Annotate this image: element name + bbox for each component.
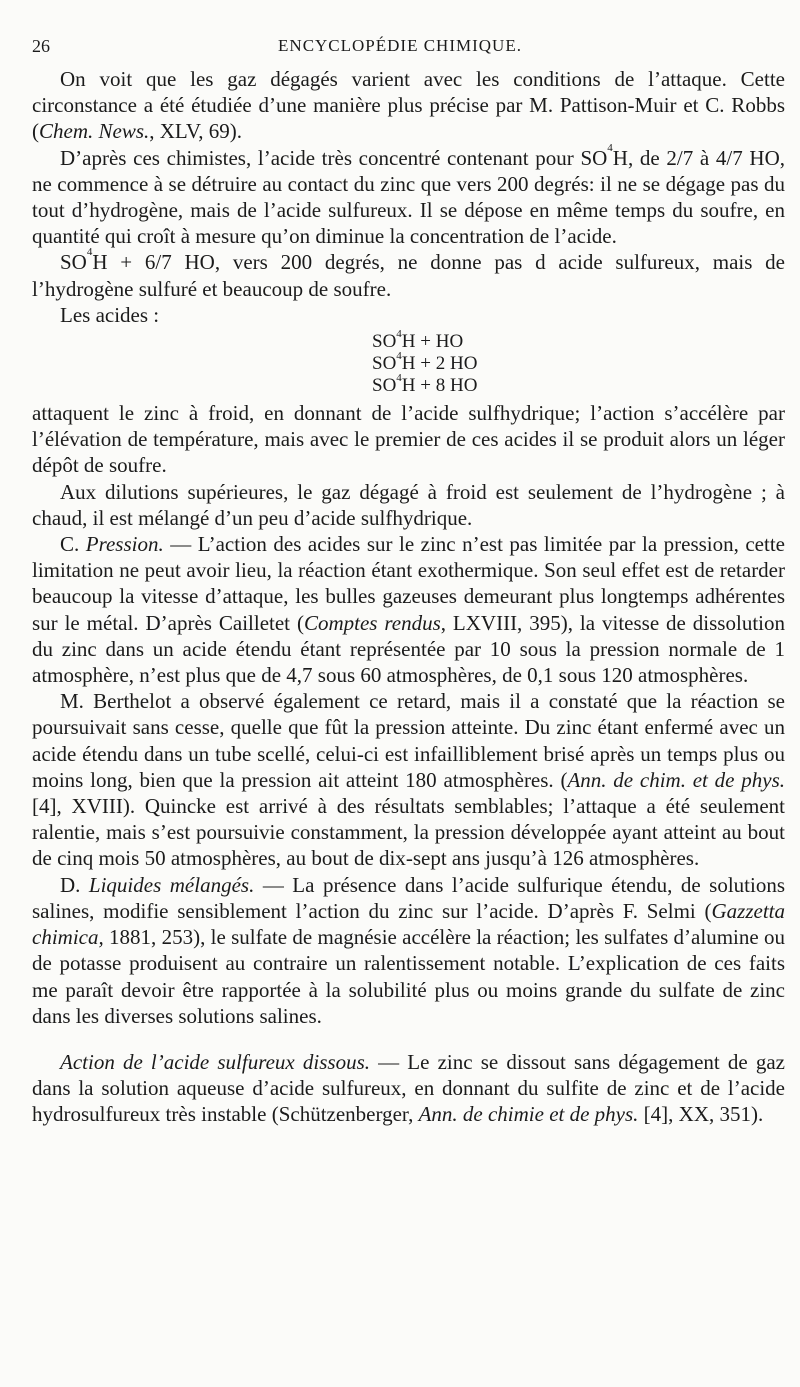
paragraph-spacer [32,1029,785,1049]
formula-list [372,328,785,397]
page-header [32,36,768,58]
citation: Ann. de chimie et de phys. [418,1102,639,1127]
citation: Gazzetta chimica, [32,898,785,950]
section-title: Pression. [85,532,164,557]
paragraph: $SO^4H + 6/7$ HO, vers 200 degrés, ne donne pas d acide sulfureux, mais de l’hydrogène sulfuré et beaucoup de soufre. [32,246,785,301]
paragraph: D’après ces chimistes, l’acide très concentré contenant pour $SO^4H$, de 2/7 à 4/7 HO, ne commence à se détruire au contact du zinc que vers 200 degrés: il ne se dégage pas du tout d’hydrogène, mais de l’acide sulfureux. Il se dépose en même temps du soufre, en quantité qui croît à mesure qu’on diminue la concentration de l’acide. [32,141,785,249]
paragraph: Action de l’acide sulfureux dissous. — Le zinc se dissout sans dégagement de gaz dans la solution aqueuse d’acide sulfureux, en donnant du sulfite de zinc et de l’acide hydrosulfureux très instable (Schützenberger, Ann. de chimie et de phys. [4], XX, 351). [32,1049,785,1127]
paragraph: D. Liquides mélangés. — La présence dans l’acide sulfurique étendu, de solutions salines, modifie sensiblement l’action du zinc sur l’acide. D’après F. Selmi (Gazzetta chimica, 1881, 253), le sulfate de magnésie accélère la réaction; les sulfates d’alumine ou de potasse produisent au contraire un ralentissement notable. L’explication de ces faits me paraît devoir être rapportée à la solubilité plus ou moins grande du sulfate de zinc dans les diverses solutions salines. [32,872,786,1028]
paragraph: C. Pression. — L’action des acides sur le zinc n’est pas limitée par la pression, cette limitation ne peut avoir lieu, la réaction étant exothermique. Son seul effet est de retarder beaucoup la vitesse d’attaque, les bulles gazeuses demeurant plus longtemps adhérentes sur le métal. D’après Cailletet (Comptes rendus, LXVIII, 395), la vitesse de dissolution du zinc dans un acide étendu étant représentée par 10 sous la pression normale de 1 atmosphère, n’est plus que de 4,7 sous 60 atmosphères, de 0,1 sous 120 atmosphères. [32,532,785,688]
section-title: Liquides mélangés. [88,872,255,897]
formula: $SO^4H$ + HO [372,328,464,353]
paragraph: attaquent le zinc à froid, en donnant de l’acide sulfhydrique; l’action s’accélère par l’élévation de température, mais avec le premier de ces acides il se produit alors un léger dépôt de soufre. [32,401,785,478]
citation: Chem. News. [39,119,150,144]
section-title: Action de l’acide sulfureux dissous. [60,1049,370,1074]
superscript: 4 [607,141,613,154]
paragraph: On voit que les gaz dégagés varient avec les conditions de l’attaque. Cette circonstance a été étudiée d’une manière plus précise par M. Pattison-Muir et C. Robbs (Chem. News., XLV, 69). [32,67,785,144]
superscript: 4 [86,246,93,259]
paragraph: M. Berthelot a observé également ce retard, mais il a constaté que la réaction se poursuivait sans cesse, quelle que fût la pression atteinte. Du zinc étant enfermé avec un acide étendu dans un tube scellé, celui-ci est infailliblement brisé après un temps plus ou moins long, bien que la pression ait atteint 180 atmosphères. (Ann. de chim. et de phys. [4], XVIII). Quincke est arrivé à des résultats semblables; l’attaque a été seulement ralentie, mais s’est poursuivie constamment, la pression développée ayant atteint au bout de cinq mois 50 atmosphères, au bout de dix-sept ans jusqu’à 126 atmosphères. [32,689,785,871]
body-text [32,66,785,1128]
page-number: 26 [32,36,50,56]
paragraph: Les acides : [60,302,160,327]
citation: Comptes rendus [303,610,441,635]
citation: Ann. de chim. et de phys. [567,767,785,792]
paragraph: Aux dilutions supérieures, le gaz dégagé à froid est seulement de l’hydrogène ; à chaud, il est mélangé d’un peu d’acide sulfhydrique. [32,479,785,530]
formula: $SO^4H + 8$ HO [372,372,478,397]
running-title: ENCYCLOPÉDIE CHIMIQUE. [278,36,522,55]
formula: $SO^4H + 2$ HO [372,350,478,375]
